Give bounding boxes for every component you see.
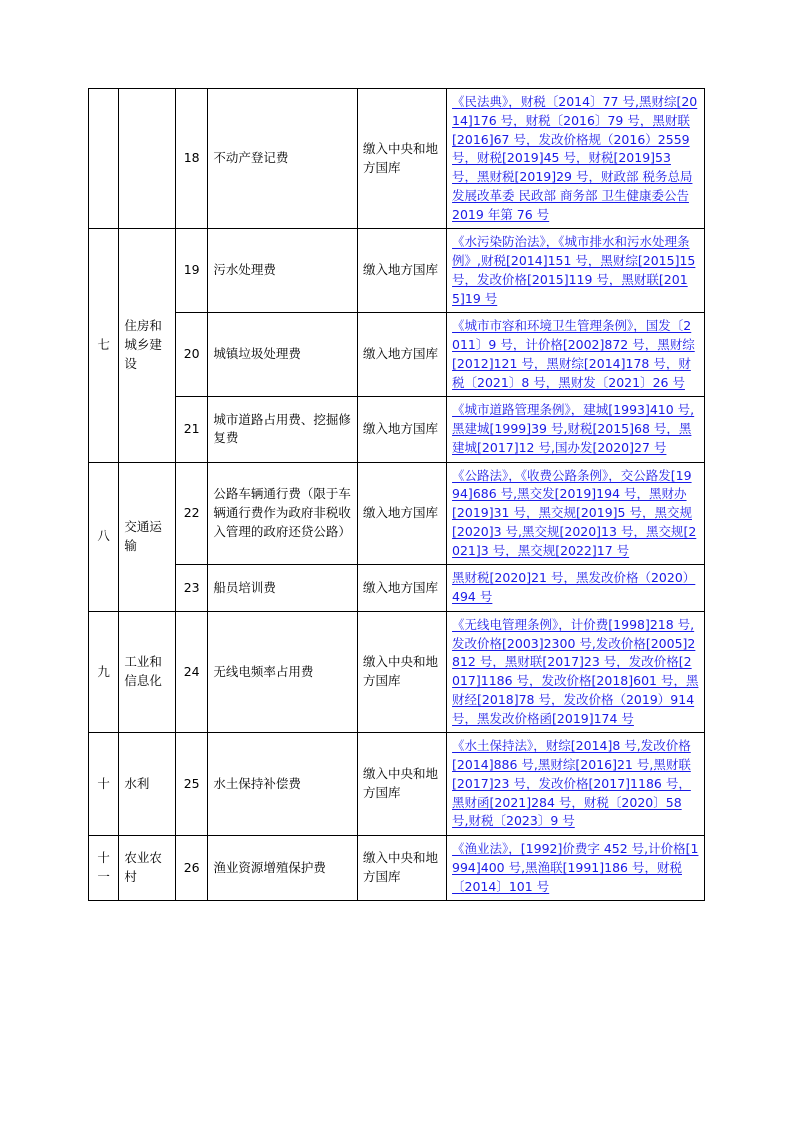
- row-basis: [447, 733, 705, 836]
- table-row: [89, 733, 705, 836]
- row-no: 九: [89, 611, 119, 733]
- row-no: 十一: [89, 836, 119, 901]
- row-treasury: 缴入中央和地方国库: [358, 733, 447, 836]
- row-treasury: 缴入地方国库: [358, 565, 447, 612]
- table-row: [89, 313, 705, 397]
- row-basis-text: 《城市市容和环境卫生管理条例》，国发〔2011〕9 号，计价格[2002]872 号，黑财综[2012]121 号，黑财综[2014]178 号，财税〔2021〕8 号，黑财发〔2021〕26 号: [452, 318, 695, 390]
- row-category: 工业和信息化: [119, 611, 176, 733]
- row-index: 23: [175, 565, 207, 612]
- row-no: 七: [89, 229, 119, 462]
- row-treasury: 缴入地方国库: [358, 397, 447, 462]
- table-row: [89, 397, 705, 462]
- row-treasury: 缴入地方国库: [358, 313, 447, 397]
- row-treasury: 缴入中央和地方国库: [358, 836, 447, 901]
- table-row: [89, 229, 705, 313]
- table-row: [89, 462, 705, 565]
- row-item-name: 船员培训费: [208, 565, 358, 612]
- row-index: 19: [175, 229, 207, 313]
- row-basis-text: 《公路法》，《收费公路条例》，交公路发[1994]686 号,黑交发[2019]194 号，黑财办[2019]31 号，黑交规[2019]5 号，黑交规[2020]3 号,黑交规[2020]13 号，黑交规[2021]3 号，黑交规[2022]17 号: [452, 467, 697, 558]
- row-basis-text: 《水土保持法》，财综[2014]8 号,发改价格[2014]886 号,黑财综[2016]21 号,黑财联[2017]23 号，发改价格[2017]1186 号，黑财函[2021]284 号，财税〔2020〕58 号,财税〔2023〕9 号: [452, 738, 691, 829]
- row-category: 农业农村: [119, 836, 176, 901]
- row-basis-text: 《渔业法》，[1992]价费字 452 号,计价格[1994]400 号,黑渔联[1991]186 号，财税〔2014〕101 号: [452, 841, 699, 894]
- row-item-name: 公路车辆通行费（限于车辆通行费作为政府非税收入管理的政府还贷公路）: [208, 462, 358, 565]
- row-basis: [447, 565, 705, 612]
- row-category: 住房和城乡建设: [119, 229, 176, 462]
- table-row: [89, 836, 705, 901]
- row-item-name: 污水处理费: [208, 229, 358, 313]
- row-index: 21: [175, 397, 207, 462]
- row-index: 20: [175, 313, 207, 397]
- row-item-name: 无线电频率占用费: [208, 611, 358, 733]
- row-no: 八: [89, 462, 119, 611]
- row-basis: [447, 611, 705, 733]
- row-item-name: 城市道路占用费、挖掘修复费: [208, 397, 358, 462]
- row-basis: [447, 313, 705, 397]
- row-index: 25: [175, 733, 207, 836]
- row-basis: [447, 229, 705, 313]
- row-category: 水利: [119, 733, 176, 836]
- row-basis-text: 《城市道路管理条例》，建城[1993]410 号,黑建城[1999]39 号,财税[2015]68 号，黑建城[2017]12 号,国办发[2020]27 号: [452, 402, 695, 455]
- row-index: 18: [175, 89, 207, 229]
- row-basis: [447, 836, 705, 901]
- row-index: 26: [175, 836, 207, 901]
- row-basis: [447, 462, 705, 565]
- row-treasury: 缴入地方国库: [358, 229, 447, 313]
- row-treasury: 缴入地方国库: [358, 462, 447, 565]
- table-row: [89, 611, 705, 733]
- row-basis-text: 黑财税[2020]21 号，黑发改价格（2020）494 号: [452, 570, 696, 604]
- row-basis-text: 《无线电管理条例》，计价费[1998]218 号,发改价格[2003]2300 号,发改价格[2005]2812 号，黑财联[2017]23 号，发改价格[2017]1186 号，发改价格[2018]601 号，黑财经[2018]78 号，发改价格（2019）914 号，黑发改价格函[2019]174 号: [452, 616, 699, 726]
- row-no: 十: [89, 733, 119, 836]
- row-basis: [447, 89, 705, 229]
- row-item-name: 不动产登记费: [208, 89, 358, 229]
- row-item-name: 水土保持补偿费: [208, 733, 358, 836]
- row-category: 交通运输: [119, 462, 176, 611]
- row-item-name: 渔业资源增殖保护费: [208, 836, 358, 901]
- row-index: 22: [175, 462, 207, 565]
- row-item-name: 城镇垃圾处理费: [208, 313, 358, 397]
- table-row: [89, 565, 705, 612]
- row-treasury: 缴入中央和地方国库: [358, 89, 447, 229]
- row-basis-text: 《水污染防治法》，《城市排水和污水处理条例》,财税[2014]151 号，黑财综[2015]15 号，发改价格[2015]119 号，黑财联[2015]19 号: [452, 234, 696, 306]
- row-no: [89, 89, 119, 229]
- row-category: [119, 89, 176, 229]
- row-basis: [447, 397, 705, 462]
- row-index: 24: [175, 611, 207, 733]
- row-treasury: 缴入中央和地方国库: [358, 611, 447, 733]
- table-row: [89, 89, 705, 229]
- row-basis-text: 《民法典》，财税〔2014〕77 号,黑财综[2014]176 号，财税〔2016〕79 号，黑财联[2016]67 号，发改价格规（2016）2559 号，财税[2019]45 号，财税[2019]53 号，黑财税[2019]29 号，财政部 税务总局 发展改革委 民政部 商务部 卫生健康委公告 2019 年第 76 号: [452, 94, 698, 222]
- fee-items-table: [88, 88, 705, 901]
